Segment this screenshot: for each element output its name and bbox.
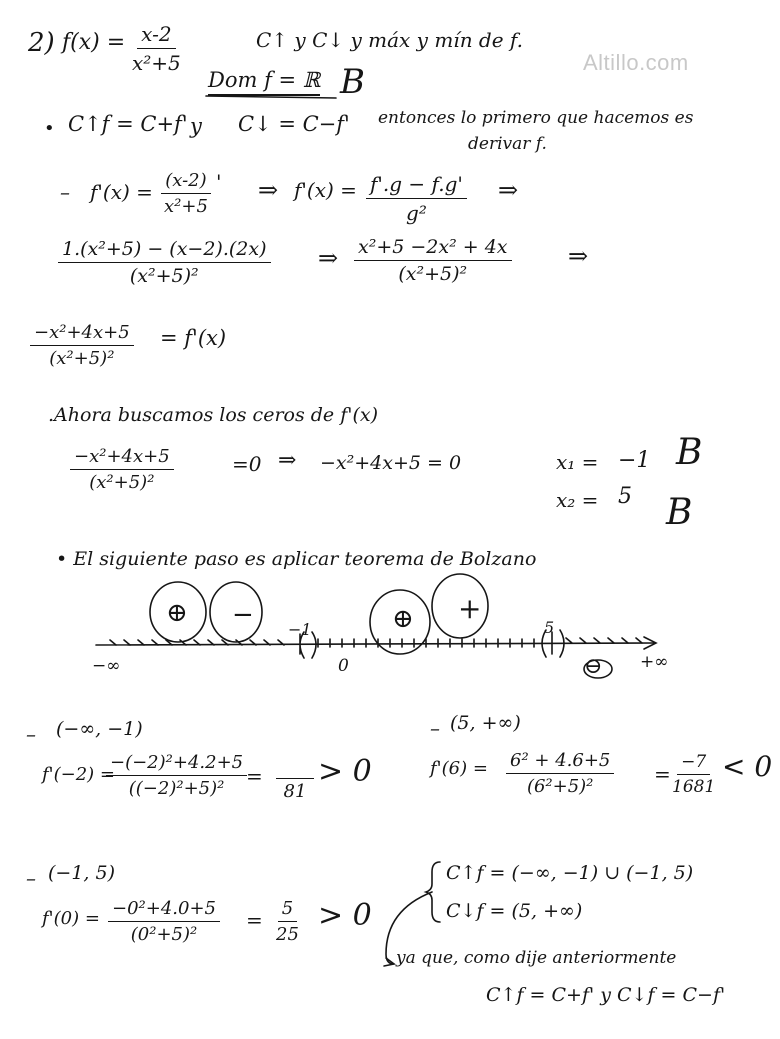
deriv-quotient-den: x²+5 [164,196,208,217]
interval2-lhs: f'(6) = [430,758,488,779]
deriv-expand-num: x²+5 −2x² + 4x [354,236,512,261]
convex-definition: C↓ = C−f' [238,112,350,136]
sign-circle-5 [584,660,612,678]
root-x2-label: x₂ = [556,488,599,512]
quotient-rule-num: f'.g − f.g' [366,172,467,199]
arrow-3: ⇒ [318,244,339,272]
deriv-expand-den: (x²+5)² [398,263,468,285]
deriv-result-rhs: = f'(x) [160,326,227,350]
domain-underline [206,96,336,98]
correct-mark: B [340,62,365,102]
concave-definition: C↑f = C+f' [68,112,188,136]
conclusion-final: C↑f = C+f' y C↓f = C−f' [486,984,726,1006]
watermark: Altillo.com [583,50,689,75]
sign-circle-4 [432,574,488,638]
intro-y: y [190,114,202,138]
interval1-num: −(−2)²+4.2+5 [106,752,247,776]
quotient-rule-lhs: f'(x) = [294,178,357,202]
intro-note-line1: entonces lo primero que hacemos es [378,108,694,128]
domain-statement: Dom f = ℝ [208,68,320,96]
deriv-lhs: f'(x) = [90,180,153,204]
interval1-den: ((−2)²+5)² [128,778,225,799]
correct-mark-1: B [676,432,703,473]
zeros-quadratic: −x²+4x+5 = 0 [320,452,462,474]
arrow-2: ⇒ [498,176,519,204]
interval1-comparison: > 0 [318,754,372,789]
interval3-result-num: 5 [278,898,297,922]
bolzano-heading: • El siguiente paso es aplicar teorema de Bolzano [56,548,537,570]
deriv-dash: – [60,180,70,204]
sign-circle-1 [150,582,206,642]
zeros-eq-rhs: =0 [232,452,262,476]
interval2-comparison: < 0 [722,750,773,783]
problem-statement: C↑ y C↓ y máx y mín de f. [256,28,523,52]
zeros-heading: .Ahora buscamos los ceros de f'(x) [48,404,378,426]
function-denominator: x²+5 [132,51,181,75]
label-minus-infinity: −∞ [92,656,121,676]
interval1-lhs: f'(−2) = [42,764,115,785]
interval2-eq: = [654,762,671,786]
interval3-result-den: 25 [276,924,299,945]
label-plus-infinity: +∞ [640,652,669,672]
zeros-arrow: ⇒ [278,448,297,473]
sign-plus-mid: ⊕ [392,604,414,634]
interval1-dash: – [26,722,36,746]
conclusion-brace [426,862,440,922]
interval2-result-num: −7 [677,752,710,775]
interval2-num: 6² + 4.6+5 [506,750,614,774]
arrow-4: ⇒ [568,242,589,270]
function-numerator: x-2 [137,22,175,49]
sign-plus-mid-2: + [458,592,482,625]
deriv-step-den: (x²+5)² [129,265,199,287]
interval3-den: (0²+5)² [130,924,198,945]
interval3-num: −0²+4.0+5 [108,898,220,922]
interval3-dash: – [26,866,36,890]
curved-arrow [386,892,432,964]
problem-number: 2) [28,28,55,58]
sign-circle-2 [210,582,262,642]
interval3-comparison: > 0 [318,898,372,933]
sign-plus-left: ⊕ [166,598,188,628]
arrow-1: ⇒ [258,176,279,204]
sign-minus-left: − [232,600,254,630]
deriv-result-num: −x²+4x+5 [30,322,134,346]
interval2-result-den: 1681 [672,777,716,797]
interval1-eq: = [246,764,263,788]
label-five: 5 [544,618,555,637]
label-minus-one: −1 [288,620,312,639]
quotient-rule-den: g² [406,201,427,225]
deriv-prime: ' [216,170,222,194]
deriv-result-den: (x²+5)² [49,348,115,369]
number-line [96,643,654,645]
conclusion-note: ya que, como dije anteriormente [396,948,677,968]
root-x1-value: −1 [618,448,651,473]
zeros-eq-den: (x²+5)² [89,472,155,493]
intro-bullet: • [44,118,55,139]
interval2-den: (6²+5)² [526,776,594,797]
interval3-lhs: f'(0) = [42,908,100,929]
interval3-eq: = [246,908,263,932]
interval2-dash: – [430,716,440,740]
interval2-label: (5, +∞) [450,712,521,734]
root-x2-value: 5 [618,484,632,509]
root-x1-label: x₁ = [556,450,599,474]
interval3-label: (−1, 5) [48,862,116,884]
intro-note-line2: derivar f. [468,134,547,154]
zeros-eq-num: −x²+4x+5 [70,446,174,470]
conclusion-convex: C↓f = (5, +∞) [446,900,583,922]
sign-minus-right: ⊖ [584,654,603,679]
interval1-label: (−∞, −1) [56,718,143,740]
label-zero: 0 [338,656,349,676]
interval1-result-den: 81 [283,781,307,802]
deriv-quotient-num: (x-2) [161,170,210,194]
function-lhs: f(x) = [62,30,126,55]
correct-mark-2: B [666,492,693,533]
deriv-step-num: 1.(x²+5) − (x−2).(2x) [58,238,271,263]
conclusion-concave: C↑f = (−∞, −1) ∪ (−1, 5) [446,862,694,884]
